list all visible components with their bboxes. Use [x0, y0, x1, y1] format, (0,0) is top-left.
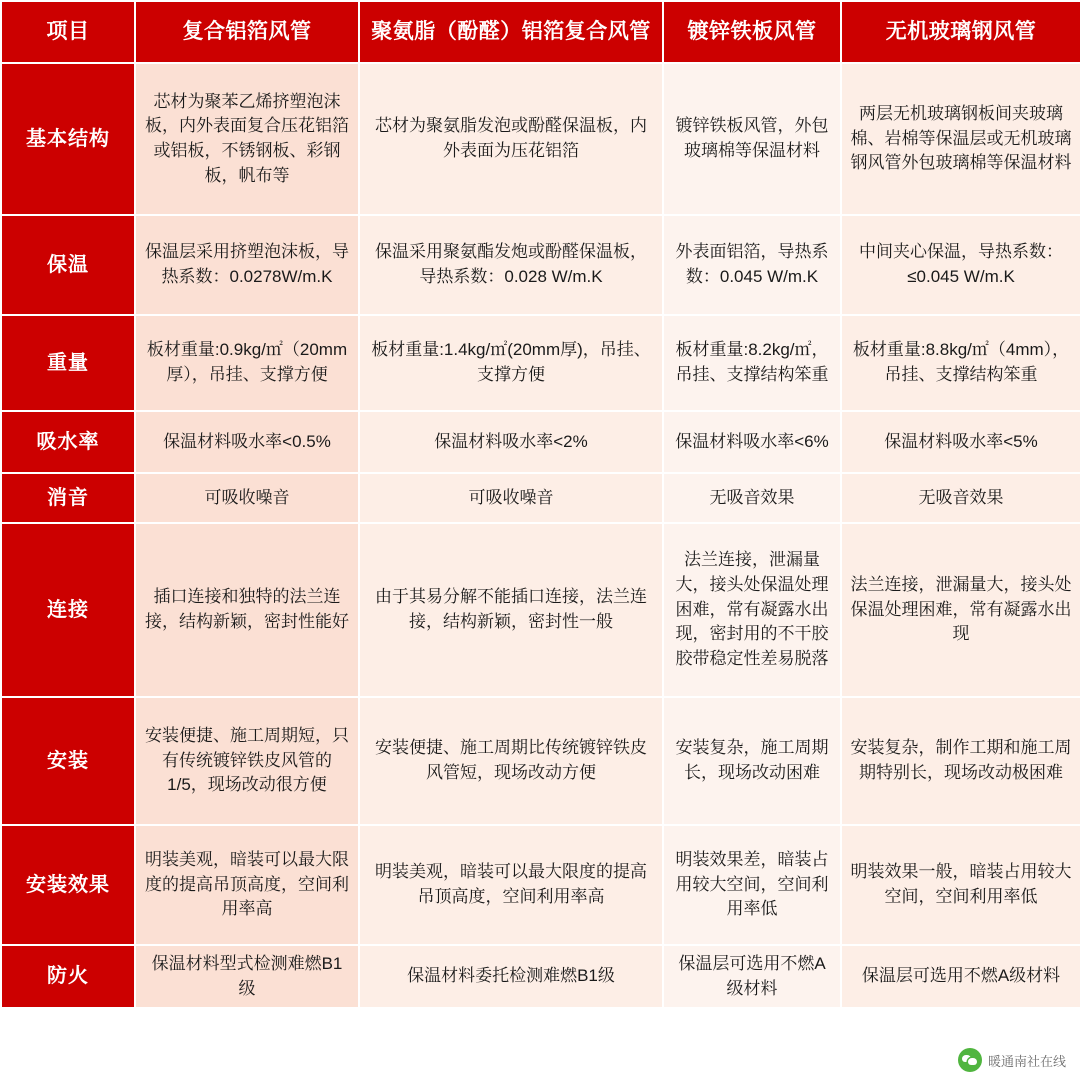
table-cell: 明装美观，暗装可以最大限度的提高吊顶高度，空间利用率高: [359, 825, 663, 945]
table-cell: 安装便捷、施工周期比传统镀锌铁皮风管短，现场改动方便: [359, 697, 663, 825]
watermark-text: 暖通南社在线: [987, 1053, 1066, 1069]
table-row: [1, 63, 1080, 215]
table-cell: 保温材料委托检测难燃B1级: [359, 945, 663, 1008]
table-row: [1, 945, 1080, 1008]
row-header-insulation: 保温: [1, 215, 135, 315]
table-cell: 安装复杂，施工周期长，现场改动困难: [663, 697, 841, 825]
table-cell: 保温材料吸水率<0.5%: [135, 411, 359, 473]
table-cell: 保温材料吸水率<2%: [359, 411, 663, 473]
table-cell: 保温采用聚氨酯发炮或酚醛保温板，导热系数：0.028 W/m.K: [359, 215, 663, 315]
table-cell: 外表面铝箔，导热系数：0.045 W/m.K: [663, 215, 841, 315]
row-header-fire-protection: 防火: [1, 945, 135, 1008]
table-cell: 板材重量:8.8kg/㎡（4mm），吊挂、支撑结构笨重: [841, 315, 1080, 411]
table-cell: 保温材料吸水率<5%: [841, 411, 1080, 473]
table-row: [1, 315, 1080, 411]
watermark: [958, 1048, 1066, 1072]
table-cell: 保温层可选用不燃A级材料: [841, 945, 1080, 1008]
table-cell: 板材重量:1.4kg/㎡(20mm厚)，吊挂、支撑方便: [359, 315, 663, 411]
row-header-water-absorption: 吸水率: [1, 411, 135, 473]
table-header-row: [1, 1, 1080, 63]
wechat-logo-icon: [958, 1048, 982, 1072]
table-row: [1, 697, 1080, 825]
table-row: [1, 523, 1080, 697]
column-header-item: 项目: [1, 1, 135, 63]
table-cell: 保温层采用挤塑泡沫板，导热系数：0.0278W/m.K: [135, 215, 359, 315]
table-body: [1, 63, 1080, 1008]
table-row: [1, 215, 1080, 315]
table-cell: 保温层可选用不燃A级材料: [663, 945, 841, 1008]
table-cell: 保温材料型式检测难燃B1级: [135, 945, 359, 1008]
table-header: [1, 1, 1080, 63]
row-header-connection: 连接: [1, 523, 135, 697]
table-cell: 无吸音效果: [841, 473, 1080, 523]
table-cell: 明装美观，暗装可以最大限度的提高吊顶高度，空间利用率高: [135, 825, 359, 945]
table-cell: 可吸收噪音: [359, 473, 663, 523]
table-cell: 可吸收噪音: [135, 473, 359, 523]
table-cell: 两层无机玻璃钢板间夹玻璃棉、岩棉等保温层或无机玻璃钢风管外包玻璃棉等保温材料: [841, 63, 1080, 215]
row-header-weight: 重量: [1, 315, 135, 411]
row-header-installation-effect: 安装效果: [1, 825, 135, 945]
table-cell: 芯材为聚氨脂发泡或酚醛保温板，内外表面为压花铝箔: [359, 63, 663, 215]
row-header-installation: 安装: [1, 697, 135, 825]
table-cell: 保温材料吸水率<6%: [663, 411, 841, 473]
table-cell: 安装复杂，制作工期和施工周期特别长，现场改动极困难: [841, 697, 1080, 825]
table-cell: 安装便捷、施工周期短，只有传统镀锌铁皮风管的1/5，现场改动很方便: [135, 697, 359, 825]
table-cell: 中间夹心保温，导热系数：≤0.045 W/m.K: [841, 215, 1080, 315]
column-header-composite-aluminum-foil: 复合铝箔风管: [135, 1, 359, 63]
table-row: [1, 825, 1080, 945]
table-cell: 板材重量:8.2kg/㎡，吊挂、支撑结构笨重: [663, 315, 841, 411]
table-cell: 法兰连接，泄漏量大，接头处保温处理困难，常有凝露水出现，密封用的不干胶胶带稳定性差易脱落: [663, 523, 841, 697]
table-row: [1, 473, 1080, 523]
table-cell: 明装效果差，暗装占用较大空间，空间利用率低: [663, 825, 841, 945]
table-cell: 芯材为聚苯乙烯挤塑泡沫板，内外表面复合压花铝箔或铝板，不锈钢板、彩钢板，帆布等: [135, 63, 359, 215]
column-header-galvanized-steel: 镀锌铁板风管: [663, 1, 841, 63]
table-row: [1, 411, 1080, 473]
table-cell: 明装效果一般，暗装占用较大空间，空间利用率低: [841, 825, 1080, 945]
table-cell: 由于其易分解不能插口连接，法兰连接，结构新颖，密封性一般: [359, 523, 663, 697]
table-cell: 法兰连接，泄漏量大，接头处保温处理困难，常有凝露水出现: [841, 523, 1080, 697]
row-header-basic-structure: 基本结构: [1, 63, 135, 215]
table-cell: 镀锌铁板风管，外包玻璃棉等保温材料: [663, 63, 841, 215]
column-header-polyurethane-phenolic: 聚氨脂（酚醛）铝箔复合风管: [359, 1, 663, 63]
table-cell: 插口连接和独特的法兰连接，结构新颖，密封性能好: [135, 523, 359, 697]
table-cell: 板材重量:0.9kg/㎡（20mm厚），吊挂、支撑方便: [135, 315, 359, 411]
column-header-inorganic-frp: 无机玻璃钢风管: [841, 1, 1080, 63]
table-cell: 无吸音效果: [663, 473, 841, 523]
row-header-sound-absorption: 消音: [1, 473, 135, 523]
